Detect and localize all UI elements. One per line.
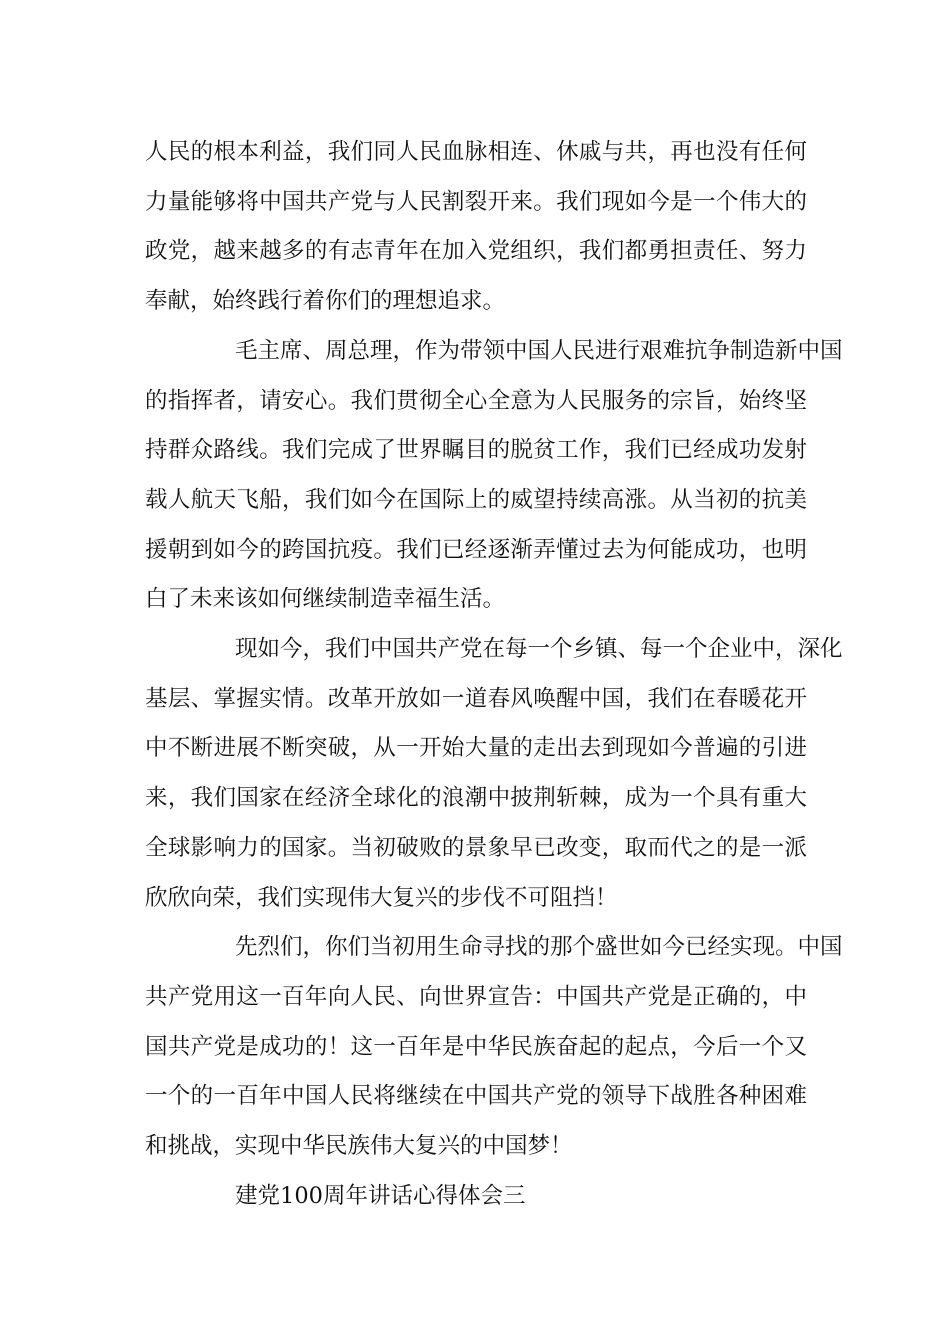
text-line: 来，我们国家在经济全球化的浪潮中披荆斩棘，成为一个具有重大 xyxy=(145,785,807,812)
text-line: 一个的一百年中国人民将继续在中国共产党的领导下战胜各种困难 xyxy=(145,1083,807,1110)
text-line: 持群众路线。我们完成了世界瞩目的脱贫工作，我们已经成功发射 xyxy=(145,437,807,464)
text-line: 建党100周年讲话心得体会三 xyxy=(235,1182,526,1209)
text-line: 先烈们，你们当初用生命寻找的那个盛世如今已经实现。中国 xyxy=(235,934,843,961)
paragraph-3 xyxy=(145,625,843,923)
text-line: 人民的根本利益，我们同人民血脉相连、休戚与共，再也没有任何 xyxy=(145,139,807,165)
text-line: 奉献，始终践行着你们的理想追求。 xyxy=(145,288,506,315)
text-line: 援朝到如今的跨国抗疫。我们已经逐渐弄懂过去为何能成功，也明 xyxy=(145,536,807,563)
text-line: 毛主席、周总理，作为带领中国人民进行艰难抗争制造新中国 xyxy=(235,337,843,364)
paragraph-2 xyxy=(145,327,843,625)
text-line: 白了未来该如何继续制造幸福生活。 xyxy=(145,586,506,613)
text-line: 基层、掌握实情。改革开放如一道春风唤醒中国，我们在春暖花开 xyxy=(145,685,807,712)
section-heading xyxy=(145,1172,807,1222)
document-body xyxy=(145,128,843,1221)
text-line: 力量能够将中国共产党与人民割裂开来。我们现如今是一个伟大的 xyxy=(145,188,807,215)
text-line: 欣欣向荣，我们实现伟大复兴的步伐不可阻挡！ xyxy=(145,884,618,911)
text-line: 共产党用这一百年向人民、向世界宣告：中国共产党是正确的，中 xyxy=(145,983,807,1010)
text-line: 和挑战，实现中华民族伟大复兴的中国梦！ xyxy=(145,1133,573,1160)
paragraph-1 xyxy=(145,128,807,327)
text-line: 国共产党是成功的！这一百年是中华民族奋起的起点，今后一个又 xyxy=(145,1033,807,1060)
text-line: 全球影响力的国家。当初破败的景象早已改变，取而代之的是一派 xyxy=(145,834,807,861)
text-line: 政党，越来越多的有志青年在加入党组织，我们都勇担责任、努力 xyxy=(145,238,807,265)
text-line: 载人航天飞船，我们如今在国际上的威望持续高涨。从当初的抗美 xyxy=(145,486,807,513)
text-line: 中不断进展不断突破，从一开始大量的走出去到现如今普遍的引进 xyxy=(145,735,807,762)
text-line: 现如今，我们中国共产党在每一个乡镇、每一个企业中，深化 xyxy=(235,636,843,663)
text-line: 的指挥者，请安心。我们贯彻全心全意为人民服务的宗旨，始终坚 xyxy=(145,387,807,414)
paragraph-4 xyxy=(145,923,843,1172)
